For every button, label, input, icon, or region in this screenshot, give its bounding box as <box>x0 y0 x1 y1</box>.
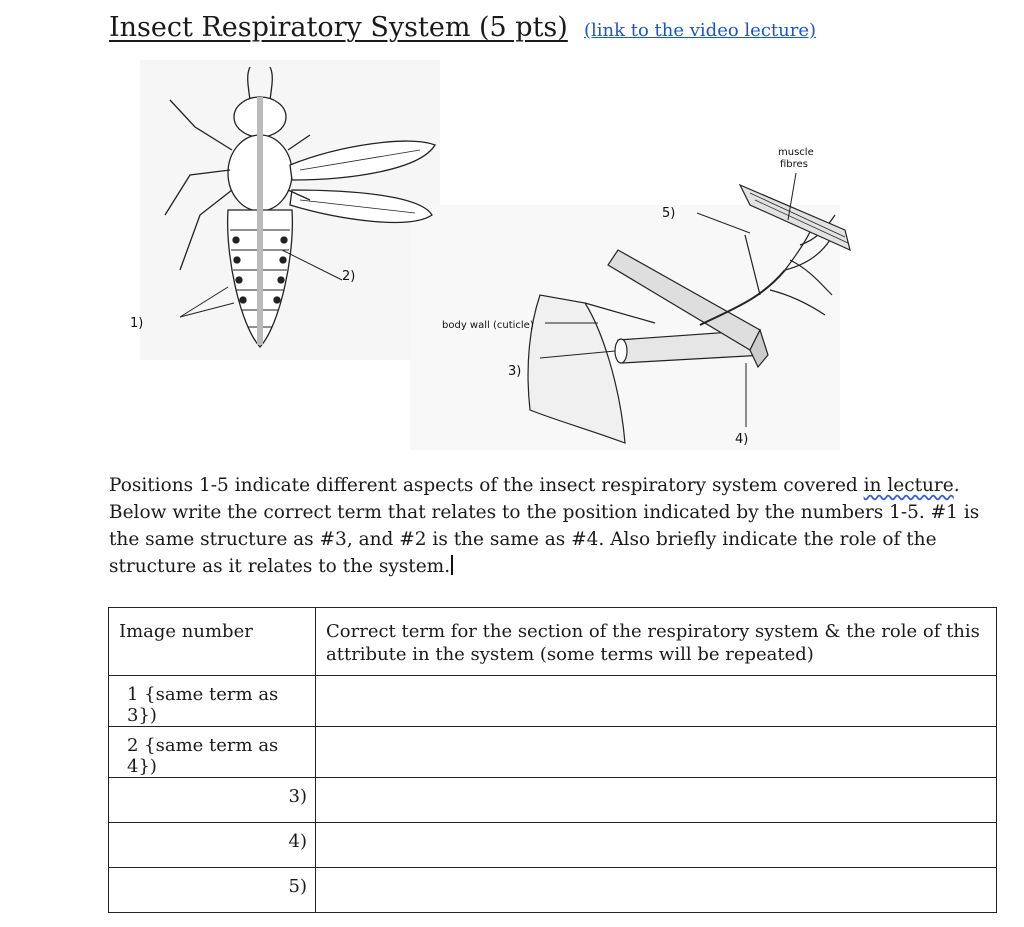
table-row <box>109 868 997 913</box>
text-cursor <box>451 555 453 575</box>
label-1: 1) <box>130 316 144 331</box>
table-row <box>109 727 997 778</box>
answer-cell[interactable] <box>316 868 997 913</box>
row-label[interactable]: 5) <box>109 868 316 913</box>
para-part1: Positions 1-5 indicate different aspects of the insect respiratory system covered <box>109 475 864 496</box>
para-part2: . Below write the correct term that relates to the position indicated by the numbers 1-5. #1 is the same structure as #3, and #2 is the same as #4. Also briefly indicate the role of the structure as it relates to the system. <box>109 475 980 577</box>
page-title <box>109 6 816 44</box>
row-label[interactable]: 4) <box>109 823 316 868</box>
label-3: 3) <box>508 364 522 379</box>
title-text: Insect Respiratory System (5 pts) <box>109 12 568 43</box>
answer-cell[interactable] <box>316 676 997 727</box>
respiratory-figure <box>110 55 1010 455</box>
row-label[interactable]: 3) <box>109 778 316 823</box>
answer-cell[interactable] <box>316 823 997 868</box>
header-correct-term[interactable]: Correct term for the section of the respiratory system & the role of this attribute in the system (some terms will be repeated) <box>316 608 997 676</box>
table-row <box>109 676 997 727</box>
row-label[interactable]: 2 {same term as 4}) <box>109 727 316 778</box>
label-5: 5) <box>662 206 676 221</box>
label-muscle-2: fibres <box>780 159 808 170</box>
instructions-paragraph[interactable] <box>109 472 999 580</box>
label-muscle-1: muscle <box>778 147 814 158</box>
figure-svg <box>110 55 1010 455</box>
answer-cell[interactable] <box>316 778 997 823</box>
spellcheck-flag: in lecture <box>863 475 954 496</box>
row-label[interactable]: 1 {same term as 3}) <box>109 676 316 727</box>
label-4: 4) <box>735 432 749 447</box>
label-body-wall: body wall (cuticle) <box>442 320 534 331</box>
answer-table <box>108 607 997 913</box>
answer-cell[interactable] <box>316 727 997 778</box>
header-image-number[interactable]: Image number <box>109 608 316 676</box>
label-2: 2) <box>342 269 356 284</box>
table-row <box>109 778 997 823</box>
table-header-row <box>109 608 997 676</box>
table-row <box>109 823 997 868</box>
video-lecture-link[interactable]: (link to the video lecture) <box>584 20 817 41</box>
